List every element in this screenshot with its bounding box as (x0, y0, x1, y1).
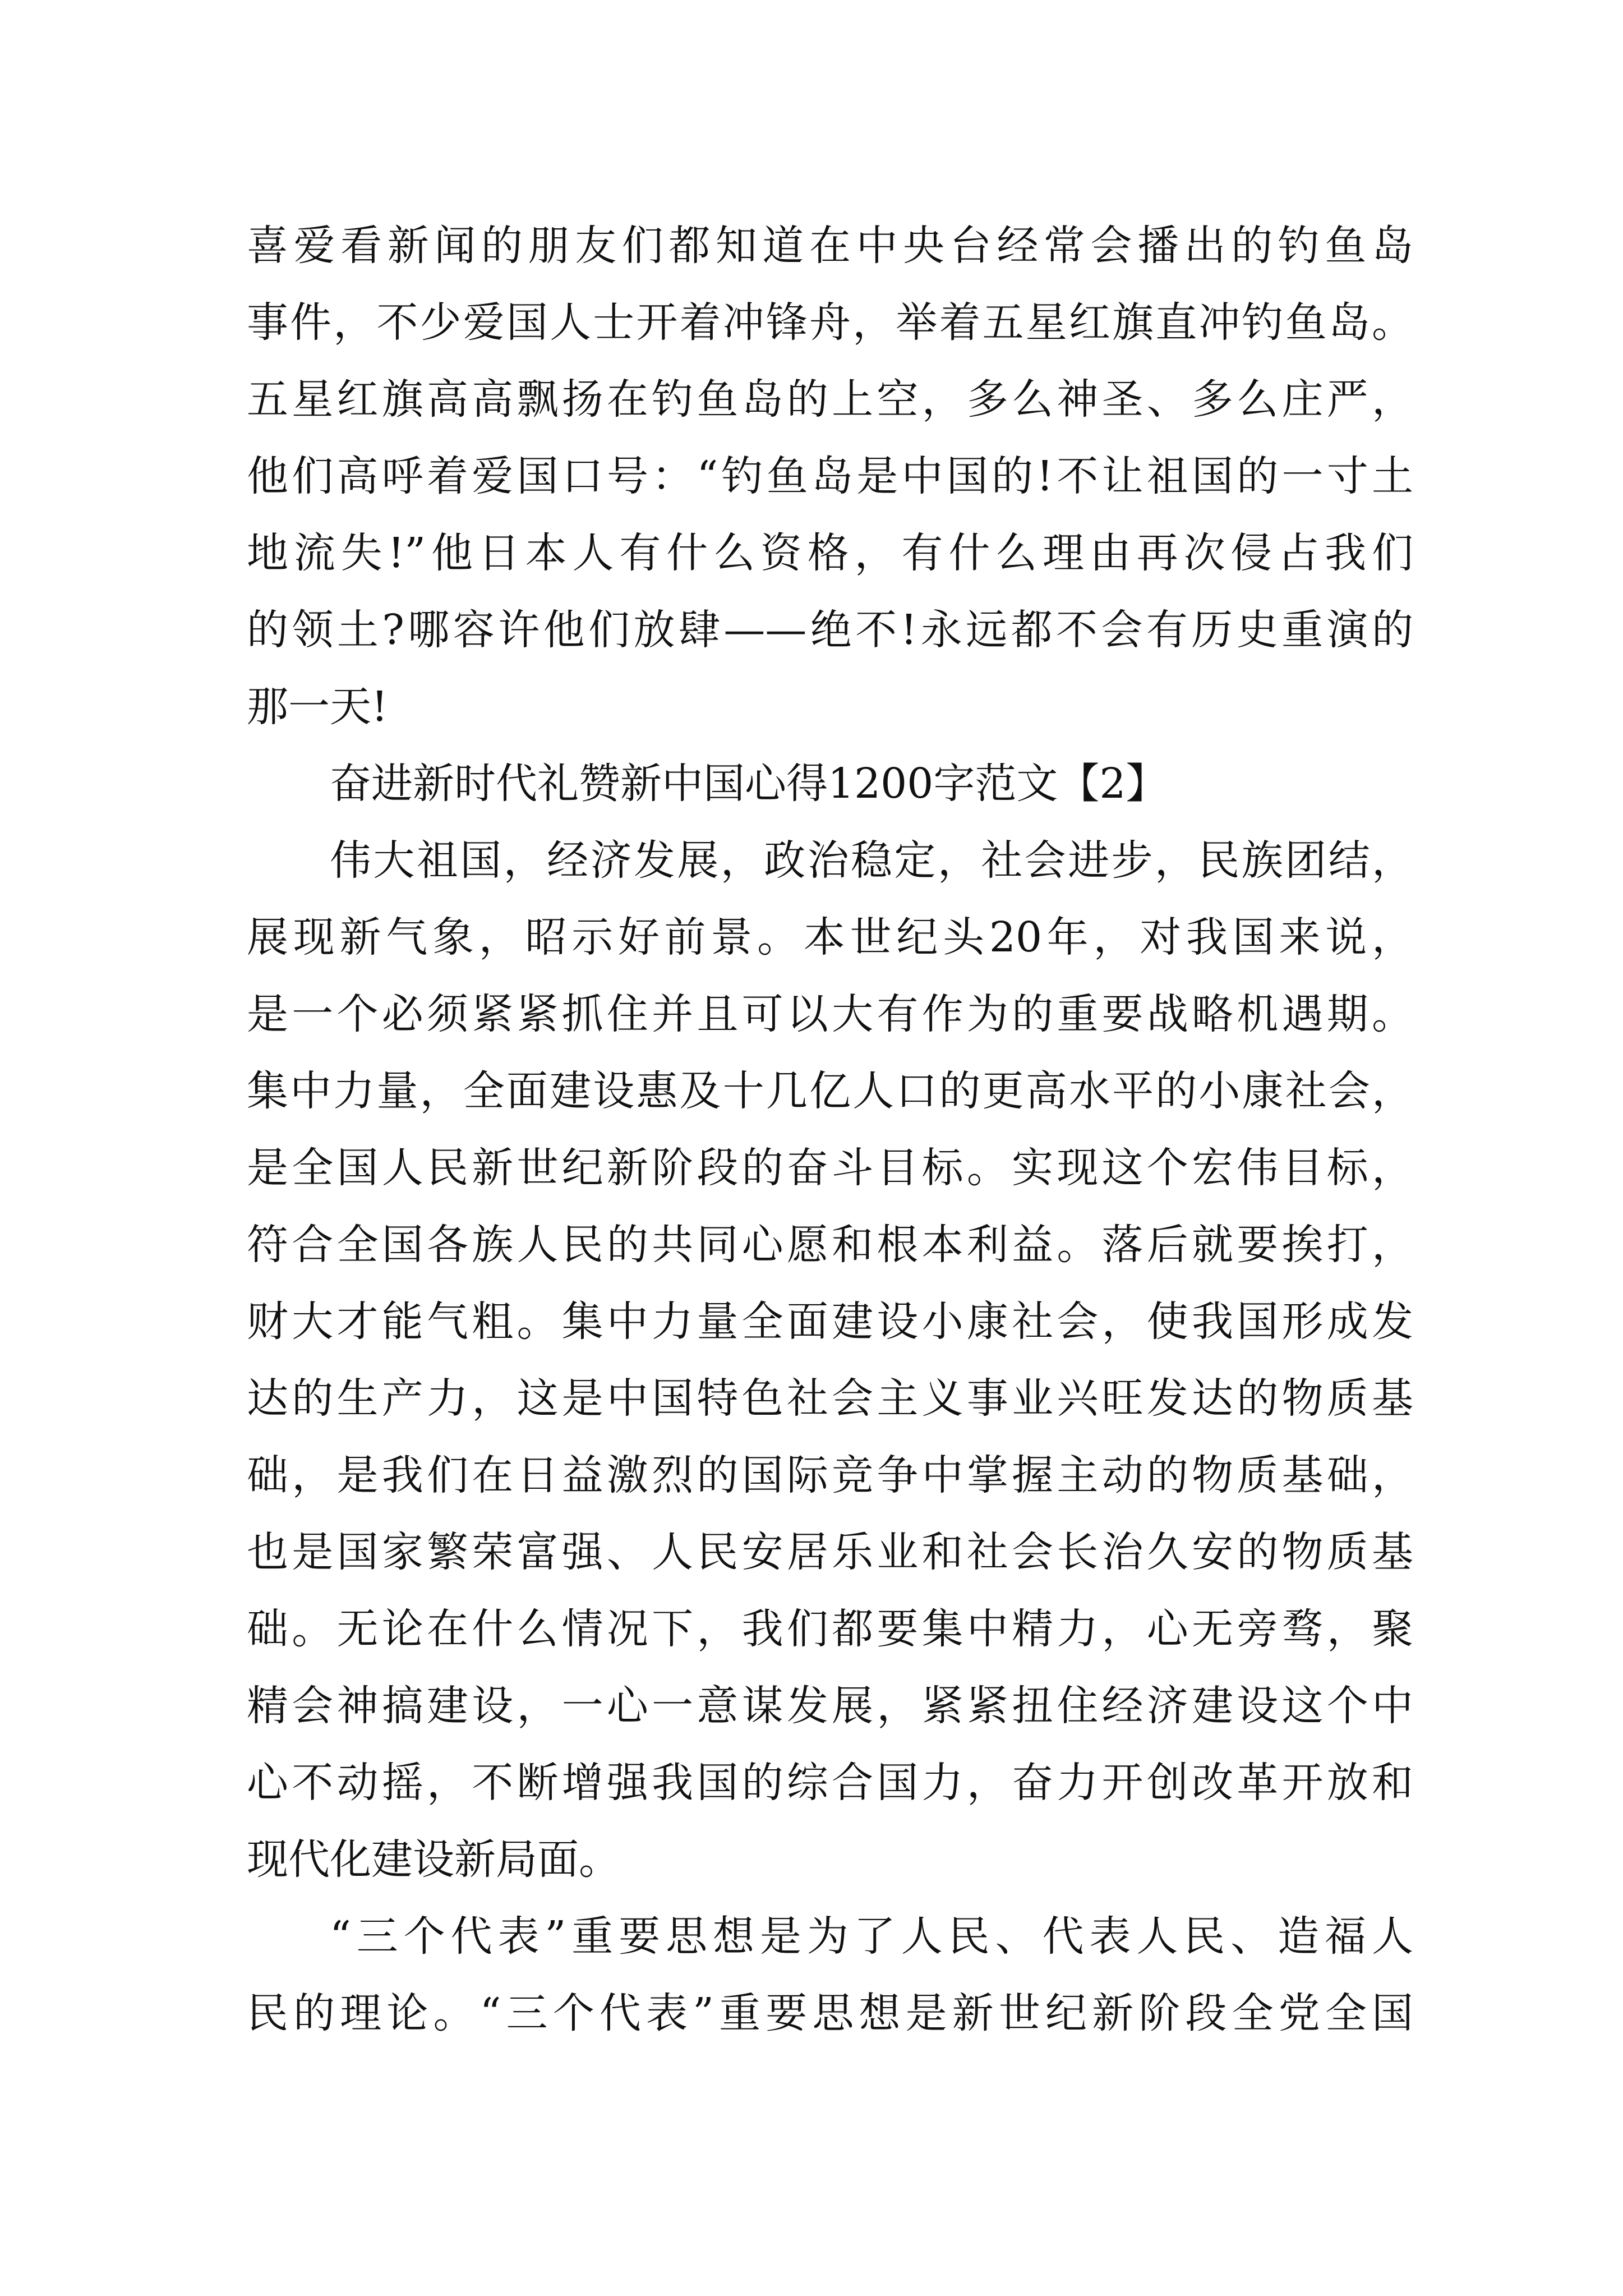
text-line-3: 五星红旗高高飘扬在钓鱼岛的上空，多么神圣、多么庄严， (247, 375, 1413, 424)
text-line-2: 事件，不少爱国人士开着冲锋舟，举着五星红旗直冲钓鱼岛。 (247, 298, 1413, 347)
text-line-5: 地流失!”他日本人有什么资格，有什么理由再次侵占我们 (247, 529, 1413, 577)
text-line-12: 集中力量，全面建设惠及十几亿人口的更高水平的小康社会， (247, 1067, 1413, 1115)
text-line-17: 础，是我们在日益激烈的国际竞争中掌握主动的物质基础， (247, 1451, 1413, 1499)
text-line-24: 民的理论。“三个代表”重要思想是新世纪新阶段全党全国 (247, 1989, 1413, 2037)
text-line-9: 伟大祖国，经济发展，政治稳定，社会进步，民族团结， (330, 836, 1413, 885)
text-line-23: “三个代表”重要思想是为了人民、代表人民、造福人 (330, 1912, 1413, 1961)
text-line-18: 也是国家繁荣富强、人民安居乐业和社会长治久安的物质基 (247, 1528, 1413, 1576)
text-line-16: 达的生产力，这是中国特色社会主义事业兴旺发达的物质基 (247, 1374, 1413, 1423)
text-line-4: 他们高呼着爱国口号：“钓鱼岛是中国的!不让祖国的一寸土 (247, 452, 1413, 500)
text-line-13: 是全国人民新世纪新阶段的奋斗目标。实现这个宏伟目标， (247, 1144, 1413, 1192)
text-line-22: 现代化建设新局面。 (247, 1835, 620, 1884)
text-line-6: 的领土?哪容许他们放肆——绝不!永远都不会有历史重演的 (247, 606, 1413, 654)
text-line-20: 精会神搞建设，一心一意谋发展，紧紧扭住经济建设这个中 (247, 1682, 1413, 1730)
text-line-11: 是一个必须紧紧抓住并且可以大有作为的重要战略机遇期。 (247, 990, 1413, 1038)
text-line-19: 础。无论在什么情况下，我们都要集中精力，心无旁骛，聚 (247, 1605, 1413, 1653)
text-line-10: 展现新气象，昭示好前景。本世纪头20年，对我国来说， (247, 913, 1413, 961)
text-line-1: 喜爱看新闻的朋友们都知道在中央台经常会播出的钓鱼岛 (247, 222, 1413, 270)
body-text (247, 208, 1413, 2052)
text-line-7: 那一天! (247, 683, 388, 731)
text-line-14: 符合全国各族人民的共同心愿和根本利益。落后就要挨打， (247, 1221, 1413, 1269)
text-line-21: 心不动摇，不断增强我国的综合国力，奋力开创改革开放和 (247, 1759, 1413, 1807)
text-line-15: 财大才能气粗。集中力量全面建设小康社会，使我国形成发 (247, 1297, 1413, 1346)
section-heading: 奋进新时代礼赞新中国心得1200字范文【2】 (330, 760, 1168, 808)
